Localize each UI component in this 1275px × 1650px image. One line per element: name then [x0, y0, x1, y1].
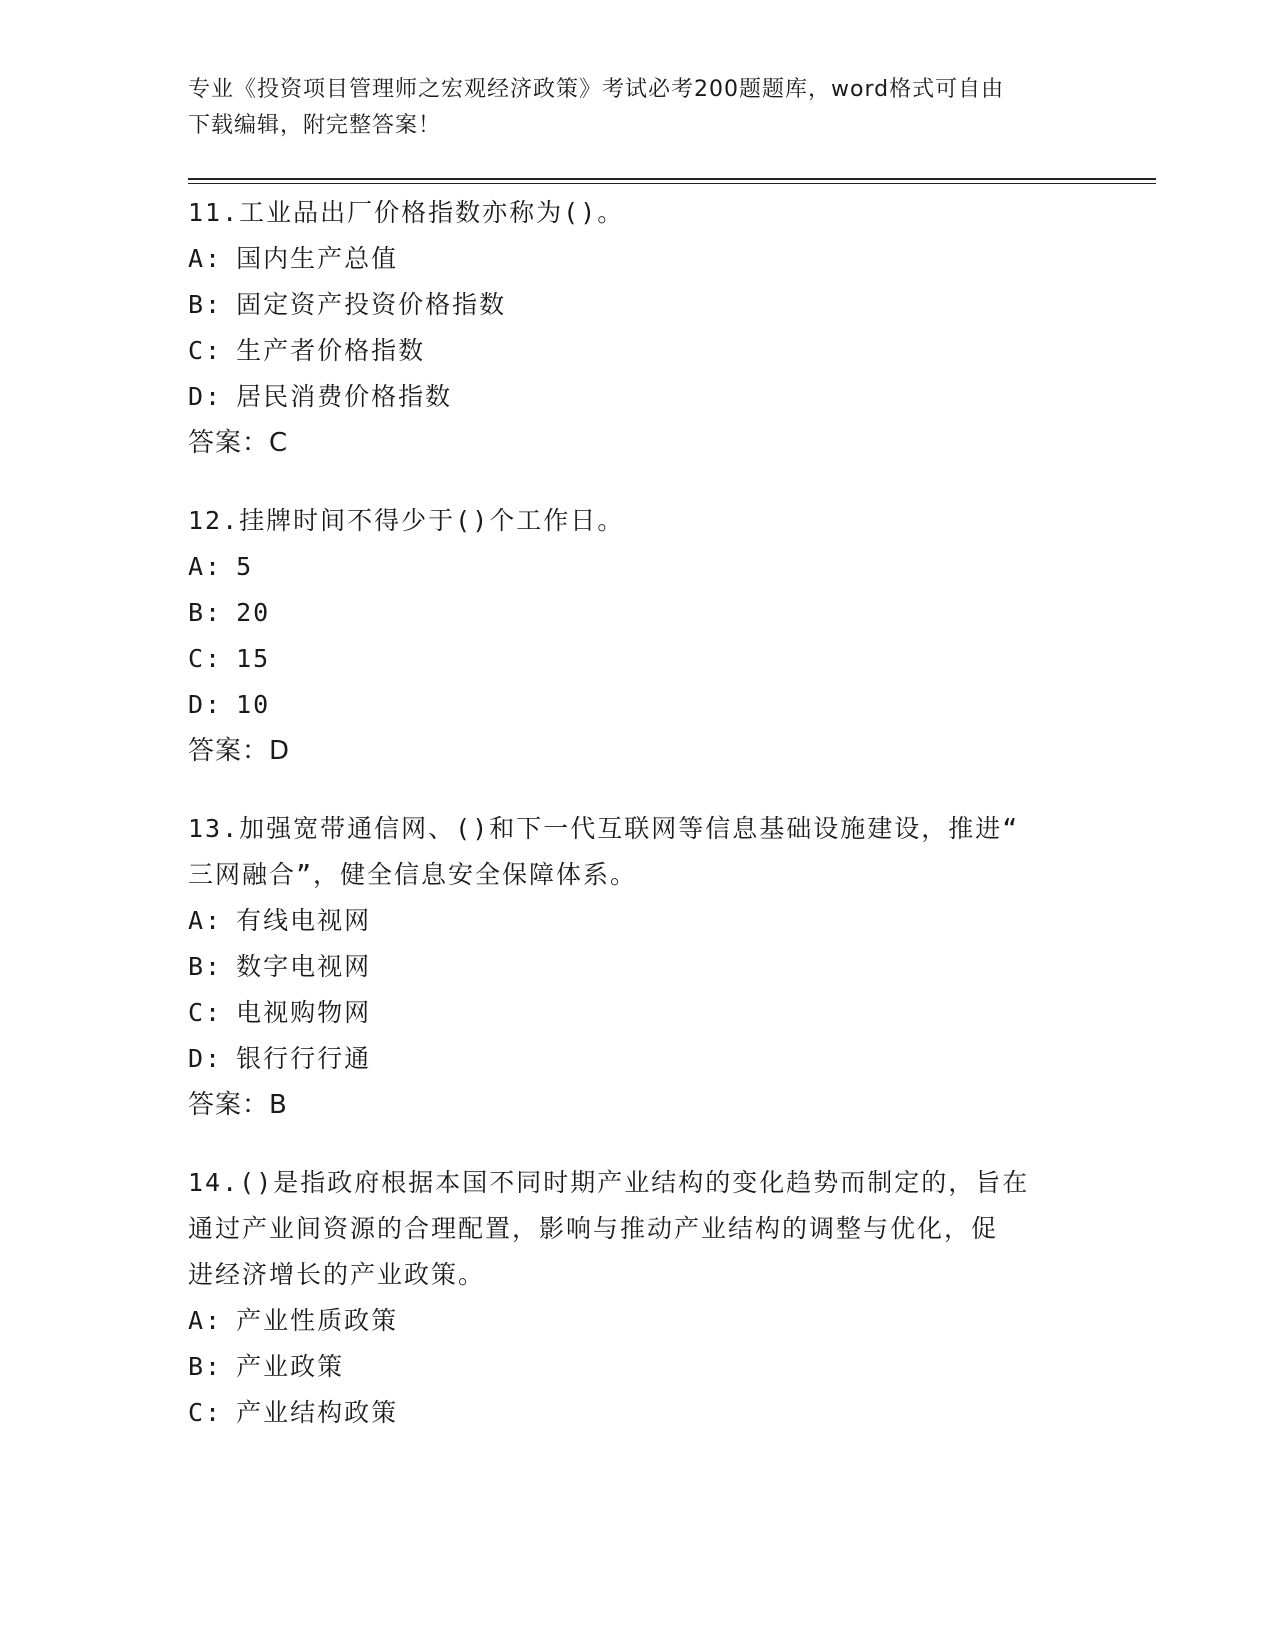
option-letter: D: [188, 1044, 223, 1073]
option-letter: C: [188, 1398, 223, 1427]
option-d [188, 682, 1088, 728]
option-d [188, 374, 1088, 420]
header-divider [188, 178, 1156, 184]
option-text: 5 [236, 552, 254, 581]
question-13 [188, 806, 1088, 1128]
question-stem: 12.挂牌时间不得少于()个工作日。 [188, 506, 625, 535]
question-list [188, 190, 1088, 1468]
option-letter: B: [188, 290, 223, 319]
option-text: 有线电视网 [236, 906, 372, 935]
option-text: 电视购物网 [236, 998, 372, 1027]
option-text: 数字电视网 [236, 952, 372, 981]
option-a [188, 236, 1088, 282]
answer-line: 答案：B [188, 1090, 288, 1120]
question-stem-line: 13.加强宽带通信网、()和下一代互联网等信息基础设施建设，推进“ [188, 814, 1020, 843]
option-c [188, 328, 1088, 374]
option-b [188, 1344, 1088, 1390]
option-text: 产业结构政策 [236, 1398, 399, 1427]
option-b [188, 590, 1088, 636]
option-letter: A: [188, 244, 223, 273]
option-letter: B: [188, 1352, 223, 1381]
option-b [188, 944, 1088, 990]
option-letter: A: [188, 906, 223, 935]
option-text: 居民消费价格指数 [236, 382, 453, 411]
question-12 [188, 498, 1088, 774]
option-c [188, 1390, 1088, 1436]
option-a [188, 898, 1088, 944]
answer-line: 答案：C [188, 428, 289, 458]
option-text: 生产者价格指数 [236, 336, 426, 365]
question-stem-line: 进经济增长的产业政策。 [188, 1260, 486, 1289]
option-a [188, 1298, 1088, 1344]
option-letter: C: [188, 998, 223, 1027]
option-d [188, 1036, 1088, 1082]
question-11 [188, 190, 1088, 466]
option-text: 产业政策 [236, 1352, 345, 1381]
option-letter: B: [188, 952, 223, 981]
question-stem: 11.工业品出厂价格指数亦称为()。 [188, 198, 625, 227]
answer-line: 答案：D [188, 736, 291, 766]
option-letter: B: [188, 598, 223, 627]
option-letter: A: [188, 1306, 223, 1335]
option-letter: D: [188, 382, 223, 411]
header-line-2: 下载编辑，附完整答案！ [188, 113, 442, 138]
option-letter: A: [188, 552, 223, 581]
header-line-1: 专业《投资项目管理师之宏观经济政策》考试必考200题题库，word格式可自由 [188, 77, 1005, 102]
option-text: 15 [236, 644, 271, 673]
question-stem-line: 通过产业间资源的合理配置，影响与推动产业结构的调整与优化，促 [188, 1214, 999, 1243]
option-letter: C: [188, 336, 223, 365]
question-14 [188, 1160, 1088, 1436]
option-text: 国内生产总值 [236, 244, 399, 273]
option-text: 10 [236, 690, 271, 719]
option-text: 产业性质政策 [236, 1306, 399, 1335]
option-text: 20 [236, 598, 271, 627]
option-a [188, 544, 1088, 590]
question-stem-line: 三网融合”，健全信息安全保障体系。 [188, 860, 638, 889]
option-text: 固定资产投资价格指数 [236, 290, 507, 319]
question-stem-line: 14.()是指政府根据本国不同时期产业结构的变化趋势而制定的，旨在 [188, 1168, 1030, 1197]
document-header [188, 72, 1068, 144]
option-b [188, 282, 1088, 328]
option-text: 银行行行通 [236, 1044, 372, 1073]
option-c [188, 990, 1088, 1036]
option-c [188, 636, 1088, 682]
option-letter: C: [188, 644, 223, 673]
option-letter: D: [188, 690, 223, 719]
